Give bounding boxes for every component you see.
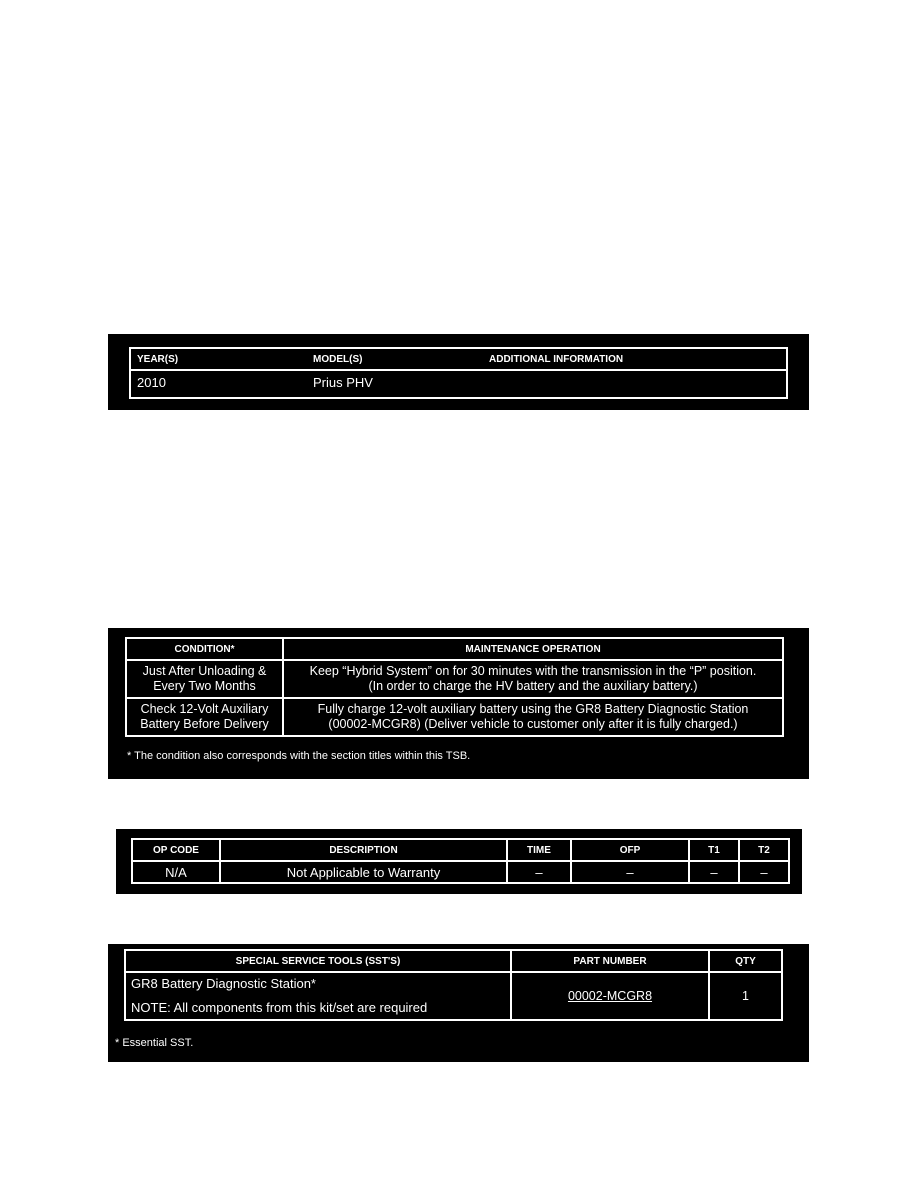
condition-line: Battery Before Delivery (140, 717, 269, 731)
info-cell (483, 370, 787, 398)
qty-cell: 1 (709, 972, 782, 1020)
tool-cell (125, 972, 511, 1020)
condition-cell (126, 698, 283, 736)
maintenance-panel (108, 628, 809, 779)
header-model: MODEL(S) (307, 348, 483, 370)
year-cell: 2010 (130, 370, 307, 398)
maintenance-table (125, 637, 784, 737)
t2-cell: – (739, 861, 789, 883)
header-op-code: OP CODE (132, 839, 220, 861)
applicability-panel (108, 334, 809, 410)
header-part-number: PART NUMBER (511, 950, 709, 972)
table-row (125, 972, 782, 1020)
time-cell: – (507, 861, 571, 883)
table-row (126, 660, 783, 698)
operation-line: Keep “Hybrid System” on for 30 minutes with the transmission in the “P” position. (309, 664, 757, 678)
condition-line: Check 12-Volt Auxiliary (140, 702, 269, 716)
header-year: YEAR(S) (130, 348, 307, 370)
maintenance-footnote: * The condition also corresponds with the section titles within this TSB. (127, 750, 471, 762)
table-row (132, 861, 789, 883)
operation-cell (283, 660, 783, 698)
warranty-panel (116, 829, 802, 894)
header-sst: SPECIAL SERVICE TOOLS (SST'S) (125, 950, 511, 972)
operation-line: Fully charge 12-volt auxiliary battery using the GR8 Battery Diagnostic Station (317, 702, 749, 716)
tool-note: NOTE: All components from this kit/set are required (131, 1000, 428, 1015)
header-maintenance-operation: MAINTENANCE OPERATION (283, 638, 783, 660)
ofp-cell: – (571, 861, 689, 883)
header-t1: T1 (689, 839, 739, 861)
tools-table (124, 949, 783, 1021)
tool-name: GR8 Battery Diagnostic Station* (131, 976, 316, 991)
model-cell: Prius PHV (307, 370, 483, 398)
warranty-table (131, 838, 790, 884)
header-qty: QTY (709, 950, 782, 972)
applicability-table (129, 347, 788, 399)
header-t2: T2 (739, 839, 789, 861)
header-time: TIME (507, 839, 571, 861)
header-additional-info: ADDITIONAL INFORMATION (483, 348, 787, 370)
operation-line: (00002-MCGR8) (Deliver vehicle to customer only after it is fully charged.) (328, 717, 738, 731)
t1-cell: – (689, 861, 739, 883)
part-number-cell (511, 972, 709, 1020)
table-row (126, 698, 783, 736)
condition-line: Every Two Months (153, 679, 256, 693)
header-condition: CONDITION* (126, 638, 283, 660)
condition-line: Just After Unloading & (142, 664, 267, 678)
condition-cell (126, 660, 283, 698)
operation-line: (In order to charge the HV battery and the auxiliary battery.) (368, 679, 698, 693)
operation-cell (283, 698, 783, 736)
tools-footnote: * Essential SST. (115, 1037, 194, 1049)
tools-panel (108, 944, 809, 1062)
description-cell: Not Applicable to Warranty (220, 861, 507, 883)
part-number-link[interactable]: 00002-MCGR8 (567, 989, 653, 1003)
header-ofp: OFP (571, 839, 689, 861)
header-description: DESCRIPTION (220, 839, 507, 861)
op-code-cell: N/A (132, 861, 220, 883)
